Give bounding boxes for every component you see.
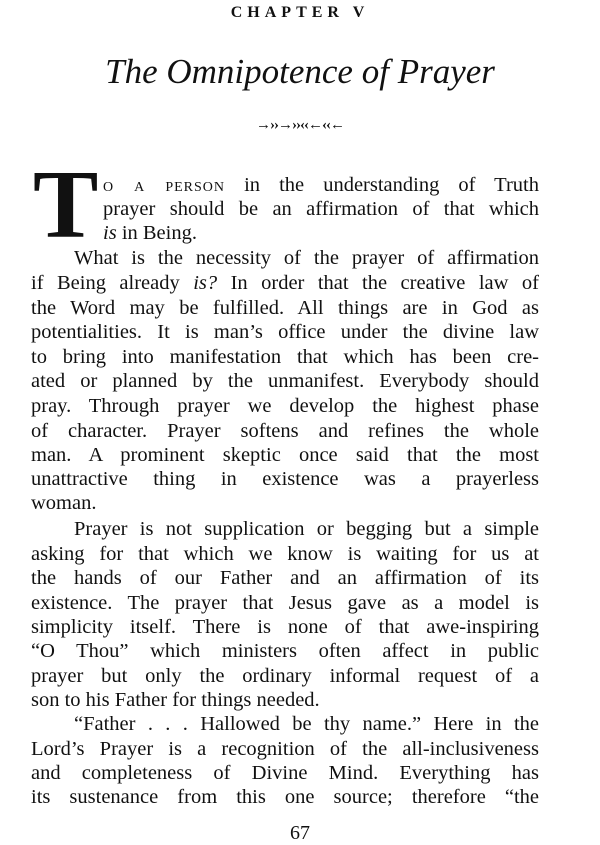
text-line: existence. The prayer that Jesus gave as a model is — [31, 592, 539, 614]
text-line: and completeness of Divine Mind. Everything has — [31, 762, 539, 784]
text-line: o a person in the understanding of Truth — [103, 174, 539, 196]
text-line: the Word may be fulfilled. All things are in God as — [31, 297, 539, 319]
text-line: pray. Through prayer we develop the highest phase — [31, 395, 539, 417]
text-line: to bring into manifestation that which has been cre- — [31, 346, 539, 368]
chapter-heading: CHAPTER V — [230, 4, 370, 21]
text-line: potentialities. It is man’s office under the divine law — [31, 321, 539, 343]
text-line: man. A prominent skeptic once said that the most — [31, 444, 539, 466]
text-line: asking for that which we know is waiting for us at — [31, 543, 539, 565]
text-line: son to his Father for things needed. — [31, 689, 320, 711]
chapter-title: The Omnipotence of Prayer — [105, 52, 495, 91]
text-line: of character. Prayer softens and refines the whole — [31, 420, 539, 442]
text-line: Prayer is not supplication or begging but a simple — [74, 518, 539, 540]
text-line: the hands of our Father and an affirmation of its — [31, 567, 539, 589]
text-line: Lord’s Prayer is a recognition of the all-inclusiveness — [31, 738, 539, 760]
text-line: “Father . . . Hallowed be thy name.” Here in the — [74, 713, 539, 735]
page-number: 67 — [290, 822, 310, 844]
ornament-divider: →››→››‹‹←‹‹← — [256, 117, 344, 133]
text-line: if Being already is? In order that the creative law of — [31, 272, 539, 294]
text-line: What is the necessity of the prayer of affirmation — [74, 247, 539, 269]
text-line: woman. — [31, 492, 97, 514]
text-line: is in Being. — [103, 222, 197, 244]
text-line: its sustenance from this one source; therefore “the — [31, 786, 539, 808]
drop-cap: T — [33, 151, 99, 259]
text-line: prayer should be an affirmation of that which — [103, 198, 539, 220]
text-line: prayer but only the ordinary informal request of a — [31, 665, 539, 687]
text-line: unattractive thing in existence was a prayerless — [31, 468, 539, 490]
text-line: ated or planned by the unmanifest. Everybody should — [31, 370, 539, 392]
text-line: “O Thou” which ministers often affect in public — [31, 640, 539, 662]
text-line: simplicity itself. There is none of that awe-inspiring — [31, 616, 539, 638]
